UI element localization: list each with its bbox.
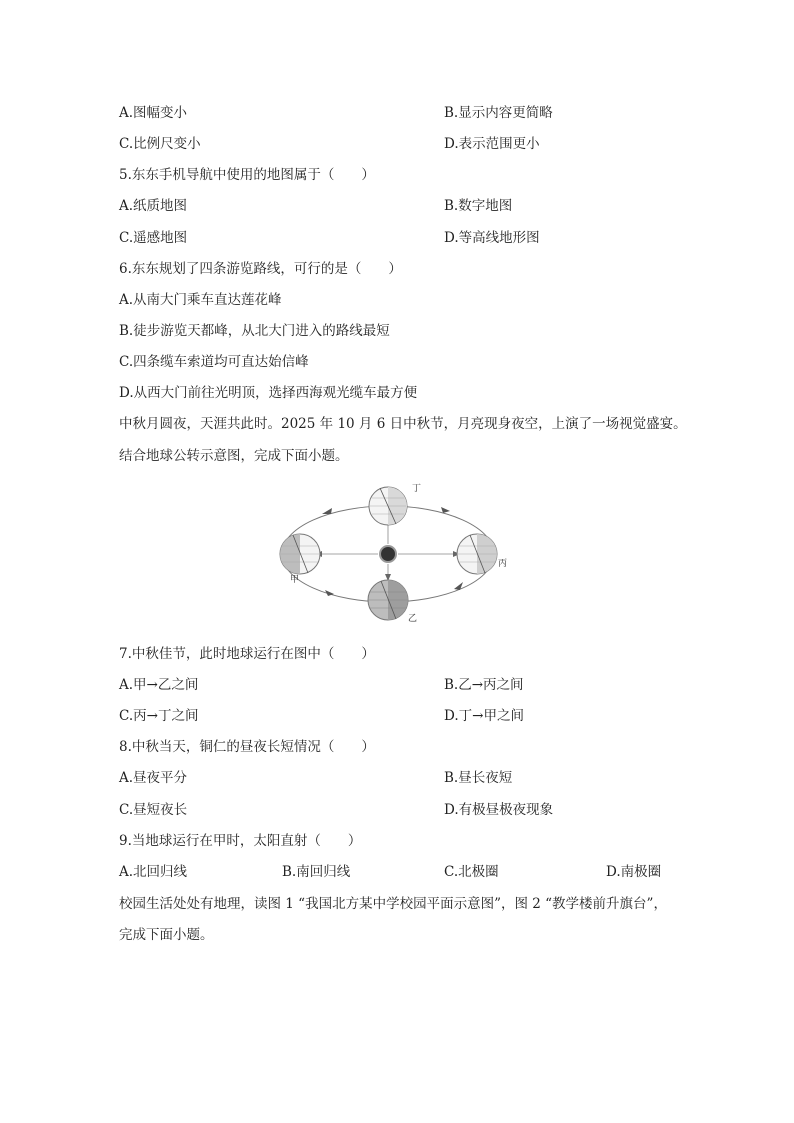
q9-option-b: B.南回归线 [282, 864, 351, 880]
label-yi: 乙 [408, 614, 418, 624]
label-ding: 丁 [412, 484, 422, 494]
q7-option-c: C.丙→丁之间 [119, 708, 199, 724]
q7-option-d: D.丁→甲之间 [444, 708, 524, 724]
earth-ding [369, 487, 407, 525]
passage2-line-2: 完成下面小题。 [119, 927, 214, 943]
q5-option-a: A.纸质地图 [119, 198, 188, 214]
q9-option-c: C.北极圈 [444, 864, 499, 880]
question-6-stem: 6.东东规划了四条游览路线，可行的是（ ） [119, 261, 402, 277]
passage-line-1: 中秋月圆夜，天涯共此时。2025 年 10 月 6 日中秋节，月亮现身夜空，上演了一场视觉盛宴。 [119, 416, 687, 432]
orbit-arrow [322, 508, 332, 514]
option-c: C.比例尺变小 [119, 136, 201, 152]
q7-option-b: B.乙→丙之间 [444, 677, 524, 693]
q8-option-b: B.昼长夜短 [444, 770, 513, 786]
q5-option-c: C.遥感地图 [119, 230, 188, 246]
q8-option-a: A.昼夜平分 [119, 770, 188, 786]
option-a: A.图幅变小 [119, 105, 188, 121]
passage-line-2: 结合地球公转示意图，完成下面小题。 [119, 448, 349, 464]
orbit-arrow [441, 507, 450, 513]
passage2-line-1: 校园生活处处有地理，读图 1 “我国北方某中学校园平面示意图”，图 2 “教学楼前升旗台”， [119, 896, 667, 912]
q6-option-a: A.从南大门乘车直达莲花峰 [119, 292, 282, 308]
q8-option-c: C.昼短夜长 [119, 802, 188, 818]
earth-yi [368, 580, 408, 620]
option-b: B.显示内容更简略 [444, 105, 553, 121]
q6-option-d: D.从西大门前往光明顶，选择西海观光缆车最方便 [119, 385, 418, 401]
question-7-stem: 7.中秋佳节，此时地球运行在图中（ ） [119, 646, 375, 662]
q9-option-a: A.北回归线 [119, 864, 188, 880]
question-8-stem: 8.中秋当天，铜仁的昼夜长短情况（ ） [119, 739, 375, 755]
q8-option-d: D.有极昼极夜现象 [444, 802, 554, 818]
q6-option-c: C.四条缆车索道均可直达始信峰 [119, 354, 309, 370]
earth-jia [280, 534, 320, 574]
sun-icon [380, 546, 396, 562]
question-5-stem: 5.东东手机导航中使用的地图属于（ ） [119, 167, 375, 183]
option-d: D.表示范围更小 [444, 136, 540, 152]
q5-option-b: B.数字地图 [444, 198, 513, 214]
earth-bing [457, 534, 497, 574]
earth-revolution-diagram [270, 478, 520, 628]
label-bing: 丙 [498, 559, 508, 569]
q9-option-d: D.南极圈 [606, 864, 662, 880]
label-jia: 甲 [290, 575, 300, 585]
q7-option-a: A.甲→乙之间 [119, 677, 199, 693]
question-9-stem: 9.当地球运行在甲时，太阳直射（ ） [119, 833, 362, 849]
q5-option-d: D.等高线地形图 [444, 230, 540, 246]
q6-option-b: B.徒步游览天都峰，从北大门进入的路线最短 [119, 323, 390, 339]
